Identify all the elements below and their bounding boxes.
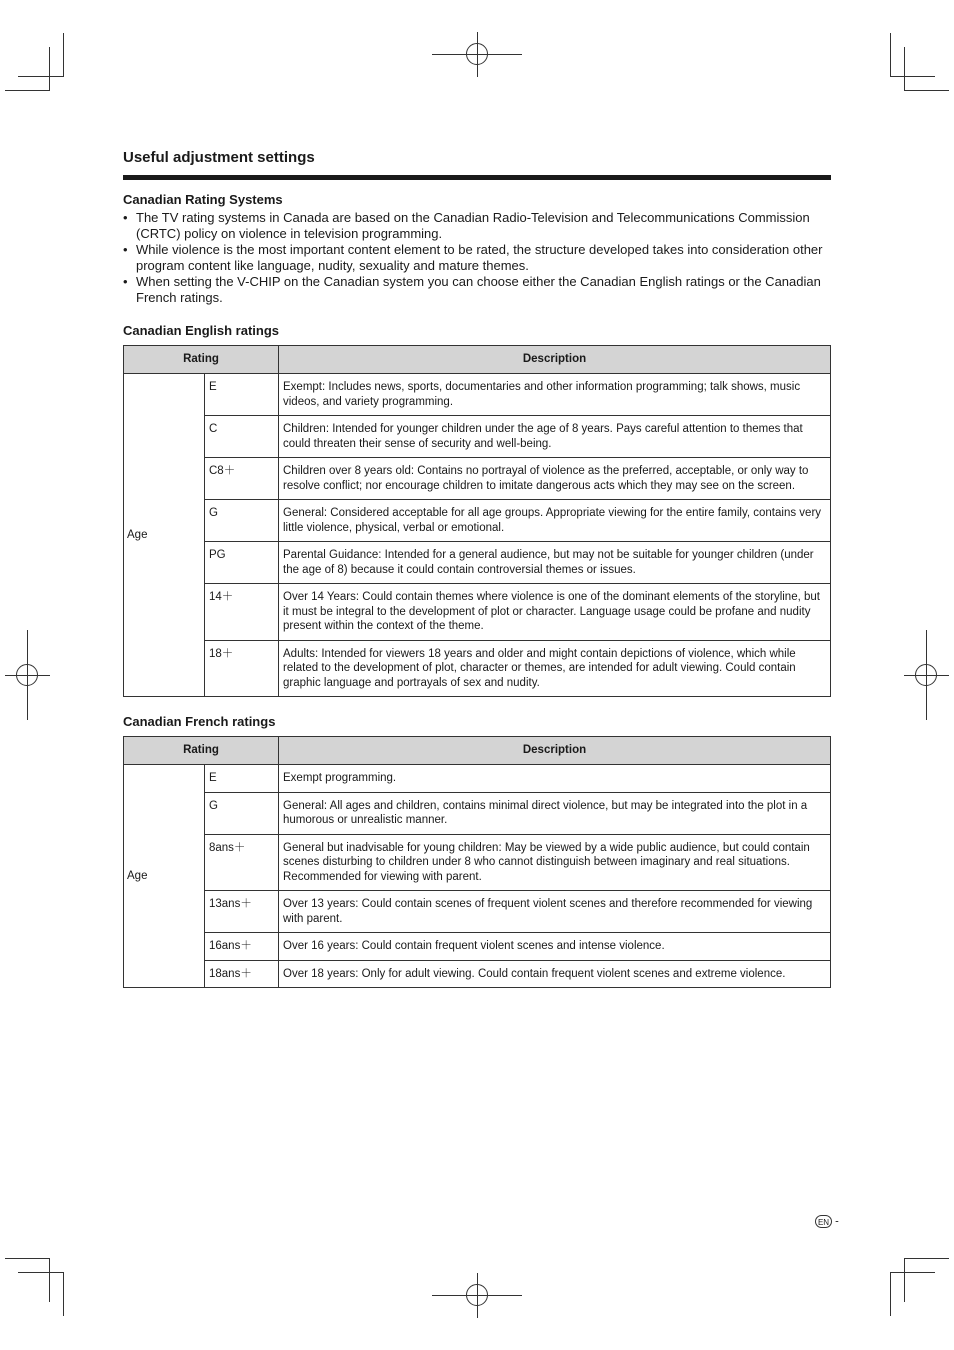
- table-row: [124, 500, 831, 542]
- table-row: [124, 542, 831, 584]
- rating-cell: C8＋: [205, 458, 279, 500]
- table-row: [124, 374, 831, 416]
- french-ratings-table: [123, 736, 831, 988]
- table-row: [124, 458, 831, 500]
- rating-cell: G: [205, 792, 279, 834]
- description-cell: Over 18 years: Only for adult viewing. Could contain frequent violent scenes and extreme violence.: [279, 960, 831, 988]
- en-language-icon: EN: [815, 1215, 832, 1228]
- rating-systems-heading: Canadian Rating Systems: [123, 192, 283, 207]
- description-cell: Exempt programming.: [279, 765, 831, 793]
- list-item: • When setting the V-CHIP on the Canadian system you can choose either the Canadian English ratings or the Canadian French ratings.: [123, 274, 831, 306]
- french-ratings-heading: Canadian French ratings: [123, 714, 276, 729]
- table-row: [124, 416, 831, 458]
- description-cell: Over 14 Years: Could contain themes where violence is one of the dominant elements of the storyline, but it must be integral to the development of plot or character. Language usage could be profane and nudity present within the context of the theme.: [279, 584, 831, 641]
- description-column-header: Description: [279, 737, 831, 765]
- rating-cell: PG: [205, 542, 279, 584]
- description-cell: General: Considered acceptable for all age groups. Appropriate viewing for the entire family, contains very little violence, physical, verbal or emotional.: [279, 500, 831, 542]
- description-column-header: Description: [279, 346, 831, 374]
- table-row: [124, 792, 831, 834]
- rating-cell: 14＋: [205, 584, 279, 641]
- rating-cell: C: [205, 416, 279, 458]
- list-item: • The TV rating systems in Canada are based on the Canadian Radio-Television and Telecommunications Commission (CRTC) policy on violence in television programming.: [123, 210, 831, 242]
- description-cell: Over 16 years: Could contain frequent violent scenes and intense violence.: [279, 933, 831, 961]
- rating-cell: 18＋: [205, 640, 279, 697]
- description-cell: Exempt: Includes news, sports, documentaries and other information programming; talk shows, music videos, and variety programming.: [279, 374, 831, 416]
- page-content: [123, 148, 831, 988]
- table-row: [124, 933, 831, 961]
- rating-cell: 18ans＋: [205, 960, 279, 988]
- description-cell: Children over 8 years old: Contains no portrayal of violence as the preferred, acceptable, or only way to resolve conflict; nor encourage children to imitate dangerous acts which they may see on the screen.: [279, 458, 831, 500]
- table-row: [124, 960, 831, 988]
- description-cell: Children: Intended for younger children under the age of 8 years. Pays careful attention to themes that could threaten their sense of security and well-being.: [279, 416, 831, 458]
- table-row: [124, 834, 831, 891]
- rating-cell: E: [205, 374, 279, 416]
- description-cell: Adults: Intended for viewers 18 years and older and might contain depictions of violence, which while related to the development of plot, character or themes, are intended for adult viewing. Could contain graphic language and portrayals of sex and nudity.: [279, 640, 831, 697]
- english-ratings-heading: Canadian English ratings: [123, 323, 280, 338]
- rating-cell: E: [205, 765, 279, 793]
- description-cell: Over 13 years: Could contain scenes of frequent violent scenes and therefore recommended for viewing with parent.: [279, 891, 831, 933]
- rating-systems-list: [123, 210, 831, 306]
- table-row: [124, 640, 831, 697]
- rating-cell: G: [205, 500, 279, 542]
- description-cell: Parental Guidance: Intended for a general audience, but may not be suitable for younger children (under the age of 8) because it could contain controversial themes or issues.: [279, 542, 831, 584]
- table-row: [124, 765, 831, 793]
- rating-column-header: Rating: [124, 346, 279, 374]
- english-ratings-table: [123, 345, 831, 697]
- table-row: [124, 584, 831, 641]
- title-rule: [123, 175, 831, 180]
- table-header-row: [124, 346, 831, 374]
- rating-column-header: Rating: [124, 737, 279, 765]
- page-title: Useful adjustment settings: [123, 149, 315, 166]
- description-cell: General: All ages and children, contains minimal direct violence, but may be integrated into the plot in a humorous or unrealistic manner.: [279, 792, 831, 834]
- table-header-row: [124, 737, 831, 765]
- table-row: [124, 891, 831, 933]
- rating-cell: 8ans＋: [205, 834, 279, 891]
- age-group-cell: Age: [124, 374, 205, 697]
- page-number-separator: -: [835, 1215, 839, 1228]
- rating-cell: 13ans＋: [205, 891, 279, 933]
- page-footer: [815, 1215, 839, 1228]
- rating-cell: 16ans＋: [205, 933, 279, 961]
- description-cell: General but inadvisable for young children: May be viewed by a wide public audience, but could contain scenes disturbing to children under 8 who cannot distinguish between imaginary and real situations. Recommended for viewing with parent.: [279, 834, 831, 891]
- age-group-cell: Age: [124, 765, 205, 988]
- list-item: • While violence is the most important content element to be rated, the structure developed takes into consideration other program content like language, nudity, sexuality and mature themes.: [123, 242, 831, 274]
